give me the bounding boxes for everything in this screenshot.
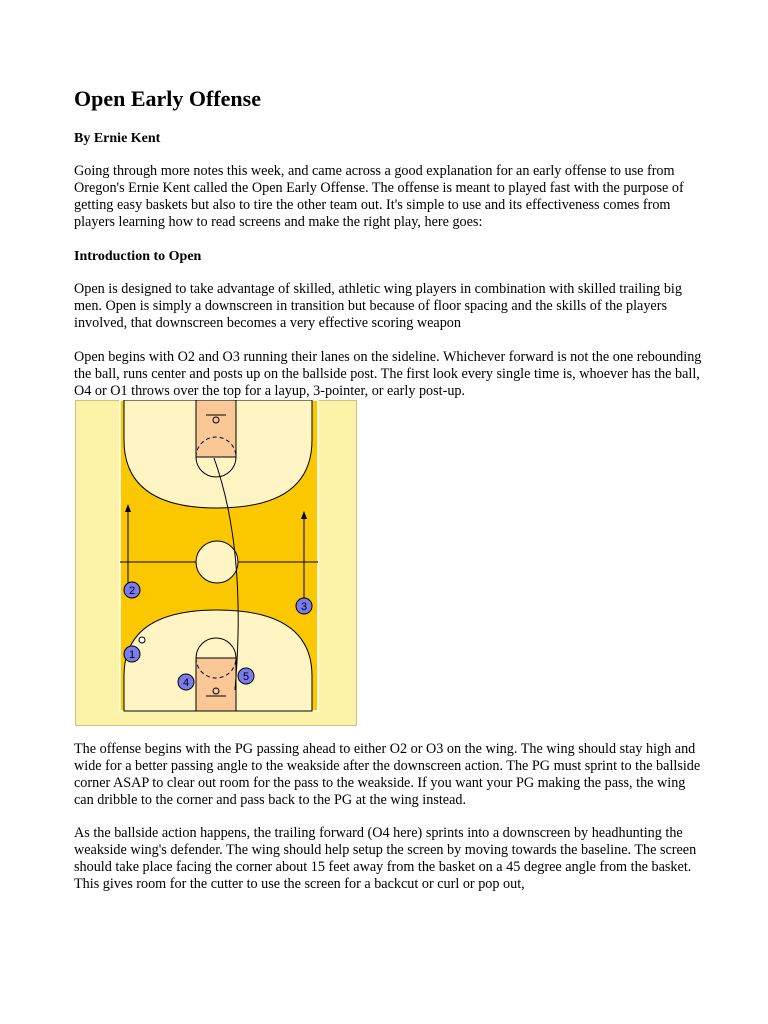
article-byline: By Ernie Kent [74, 131, 161, 146]
player-5 [238, 668, 254, 684]
player-label: 2 [128, 585, 136, 597]
ball-icon [139, 637, 145, 643]
player-1 [124, 646, 140, 662]
pg-pass-paragraph: The offense begins with the PG passing ahead to either O2 or O3 on the wing. The wing should stay high and wide for a better passing angle to the weakside after the downscreen action. The PG must sprint to the ballside corner ASAP to clear out room for the pass to the weakside. If you want your PG making the pass, the wing can dribble to the corner and pass back to the PG at the wing instead. [74, 741, 701, 808]
player-label: 5 [242, 671, 250, 683]
open-begins-paragraph: Open begins with O2 and O3 running their lanes on the sideline. Whichever forward is not the one rebounding the ball, runs center and posts up on the ballside post. The first look every single time is, whoever has the ball, O4 or O1 throws over the top for a layup, 3-pointer, or early post-up. [74, 349, 702, 399]
court-diagram [75, 400, 357, 726]
article [74, 84, 704, 400]
player-3 [296, 598, 312, 614]
center-circle [196, 541, 238, 583]
top-lane [196, 400, 236, 457]
section-heading: Introduction to Open [74, 249, 202, 264]
player-label: 1 [128, 649, 136, 661]
ballside-paragraph: As the ballside action happens, the trailing forward (O4 here) sprints into a downscreen by headhunting the weakside wing's defender. The wing should help setup the screen by moving towards the baseline. The screen should take place facing the corner about 15 feet away from the basket on a 45 degree angle from the basket. This gives room for the cutter to use the screen for a backcut or curl or pop out, [74, 825, 697, 892]
intro-paragraph: Going through more notes this week, and came across a good explanation for an early offense to use from Oregon's Ernie Kent called the Open Early Offense. The offense is meant to played fast with the purpose of getting easy baskets but also to tire the other team out. It's simple to use and its effectiveness comes from players learning how to read screens and make the right play, here goes: [74, 163, 684, 230]
player-4 [178, 674, 194, 690]
player-label: 4 [182, 677, 190, 689]
player-2 [124, 582, 140, 598]
open-design-paragraph: Open is designed to take advantage of skilled, athletic wing players in combination with skilled trailing big men. Open is simply a downscreen in transition but because of floor spacing and the skills of the players involved, that downscreen becomes a very effective scoring weapon [74, 281, 682, 331]
article-title: Open Early Offense [74, 86, 261, 111]
bottom-lane [196, 658, 236, 711]
player-label: 3 [300, 601, 308, 613]
